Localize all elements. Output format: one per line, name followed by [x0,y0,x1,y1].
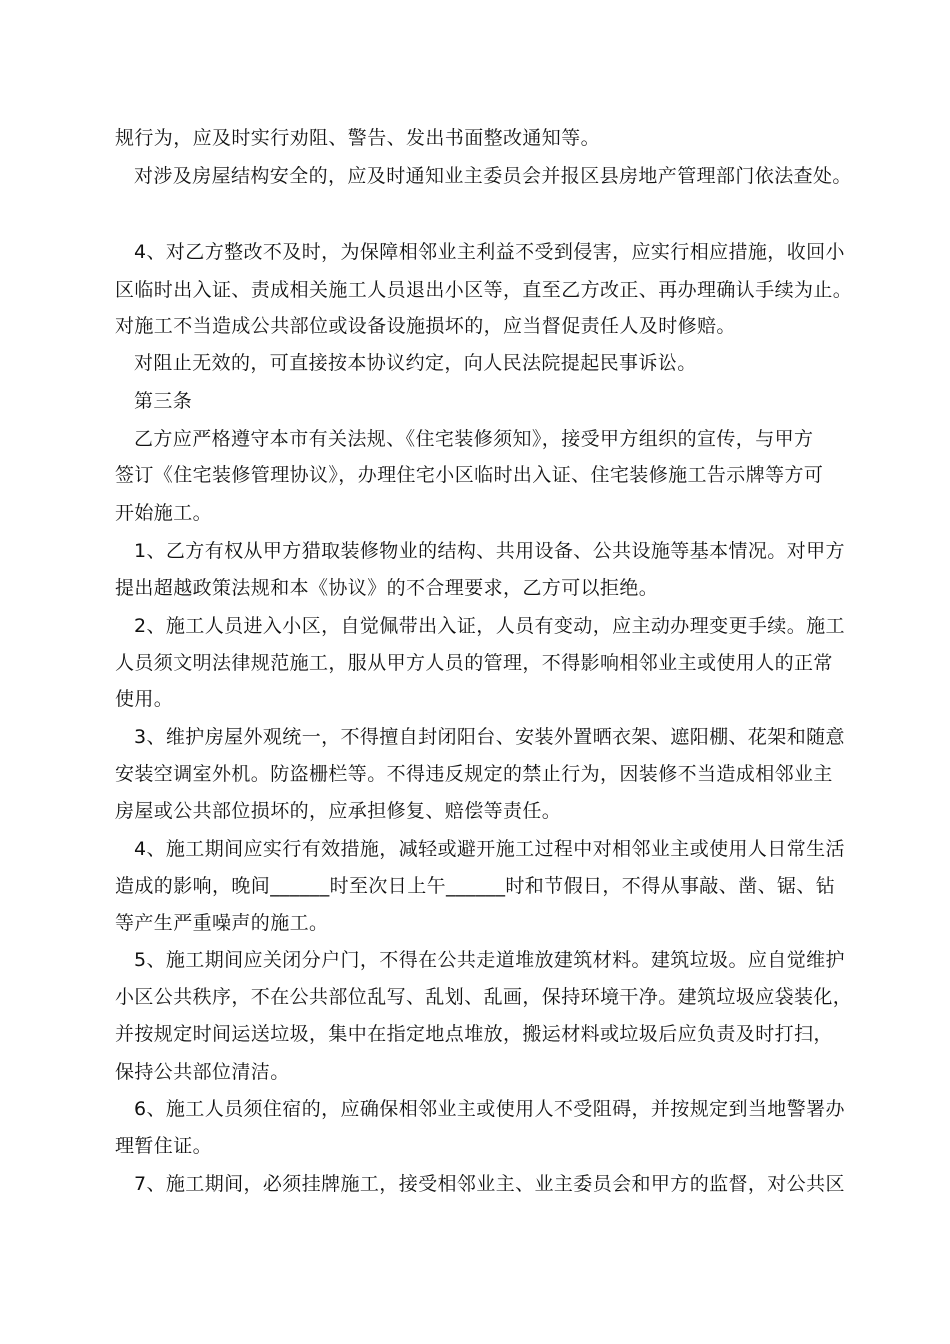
text-line: 使用。 [115,688,174,710]
text-line: 房屋或公共部位损坏的，应承担修复、赔偿等责任。 [115,800,562,822]
text-line: 规行为，应及时实行劝阻、警告、发出书面整改通知等。 [115,127,601,149]
text-line: 理暂住证。 [115,1135,213,1157]
text-line: 5、施工期间应关闭分户门，不得在公共走道堆放建筑材料。建筑垃圾。应自觉维护 [134,949,845,971]
text-line: 小区公共秩序，不在公共部位乱写、乱划、乱画，保持环境干净。建筑垃圾应袋装化， [115,986,853,1008]
text-line: 安装空调室外机。防盗栅栏等。不得违反规定的禁止行为，因装修不当造成相邻业主 [115,763,833,785]
text-line: 1、乙方有权从甲方猎取装修物业的结构、共用设备、公共设施等基本情况。对甲方 [134,540,845,562]
text-line: 4、对乙方整改不及时，为保障相邻业主利益不受到侵害，应实行相应措施，收回小 [134,241,845,263]
text-line: 区临时出入证、责成相关施工人员退出小区等，直至乙方改正、再办理确认手续为止。 [115,279,853,301]
text-line: 6、施工人员须住宿的，应确保相邻业主或使用人不受阻碍，并按规定到当地警署办 [134,1098,845,1120]
text-line: 3、维护房屋外观统一，不得擅自封闭阳台、安装外置晒衣架、遮阳棚、花架和随意 [134,726,845,748]
text-line: 对施工不当造成公共部位或设备设施损坏的，应当督促责任人及时修赔。 [115,315,736,337]
section-heading: 第三条 [134,390,193,412]
text-line: 乙方应严格遵守本市有关法规、《住宅装修须知》，接受甲方组织的宣传，与甲方 [134,428,814,450]
text-line: 签订《住宅装修管理协议》，办理住宅小区临时出入证、住宅装修施工告示牌等方可 [115,464,824,486]
text-line: 开始施工。 [115,502,213,524]
text-line: 2、施工人员进入小区，自觉佩带出入证，人员有变动，应主动办理变更手续。施工 [134,615,845,637]
text-line: 7、施工期间，必须挂牌施工，接受相邻业主、业主委员会和甲方的监督，对公共区 [134,1173,845,1195]
text-line: 并按规定时间运送垃圾，集中在指定地点堆放，搬运材料或垃圾后应负责及时打扫， [115,1023,833,1045]
text-line: 保持公共部位清洁。 [115,1061,290,1083]
text-line: 提出超越政策法规和本《协议》的不合理要求，乙方可以拒绝。 [115,577,659,599]
text-line: 人员须文明法律规范施工，服从甲方人员的管理，不得影响相邻业主或使用人的正常 [115,652,833,674]
text-line: 等产生严重噪声的施工。 [115,912,329,934]
text-line: 造成的影响，晚间______时至次日上午______时和节假日，不得从事敲、凿、锯、钻 [115,875,836,897]
text-line: 对阻止无效的，可直接按本协议约定，向人民法院提起民事诉讼。 [134,352,697,374]
text-line: 4、施工期间应实行有效措施，减轻或避开施工过程中对相邻业主或使用人日常生活 [134,838,845,860]
text-line: 对涉及房屋结构安全的，应及时通知业主委员会并报区县房地产管理部门依法查处。 [134,165,852,187]
